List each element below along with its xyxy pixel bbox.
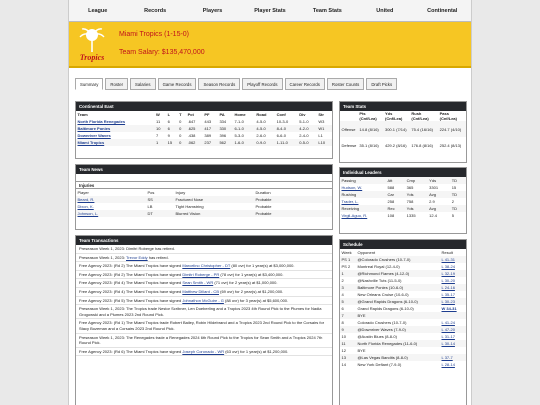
cell: 1335 [406, 213, 416, 218]
injury-row [76, 203, 332, 210]
cell: 365 [406, 185, 414, 190]
col-header: Team [77, 112, 88, 117]
cell: 7 [156, 133, 159, 138]
cell: 300.1 (7/14) [383, 121, 409, 137]
player-link[interactable]: Trevor Eddy [126, 254, 148, 260]
week: 5 [340, 298, 356, 305]
week: 14 [341, 362, 346, 367]
cell: 2-6-0 [256, 133, 266, 138]
cell: .647 [187, 119, 196, 124]
cell: 5-3-0 [234, 133, 244, 138]
schedule-row [340, 361, 466, 368]
week: 8 [341, 320, 344, 325]
result-link[interactable]: L 32-19 [440, 270, 466, 277]
team-stats-row [340, 121, 466, 137]
cell: 5 [451, 213, 454, 218]
cell: 252.4 (8/13) [439, 142, 462, 148]
week: 9 [340, 326, 356, 333]
schedule-row [340, 333, 466, 340]
col-header: Yds (Cnf/Lea) [384, 111, 403, 121]
col-header: Week [341, 250, 352, 255]
col-header: Avg [428, 191, 451, 198]
schedule-table [340, 249, 466, 368]
team-name: Miami Tropics (1-15-0) [119, 31, 190, 38]
cell: 10 [155, 125, 167, 132]
cell: Probable [255, 204, 272, 209]
col-header: Road [256, 112, 267, 117]
cell: 6-6-0 [276, 133, 286, 138]
transaction-item: Preseason Week 1, 2023: Trevor Eddy has retired. [76, 254, 332, 263]
transaction-item: Free Agency 2023: (Rd 2) The Miami Tropics have signed Dimitri Roberge - PR (78 ovr) for 1 year(s) at $3,400,000. [76, 271, 332, 280]
group-label: Receiving [340, 205, 386, 212]
opponent: New Orleans Cruise (10-6-0) [357, 292, 409, 297]
cell: 6-1-0 [233, 125, 255, 132]
schedule-row [340, 256, 466, 263]
cell: .062 [186, 139, 203, 146]
team-banner [69, 22, 472, 68]
cell: 2 [451, 199, 454, 204]
cell: LB [147, 204, 153, 209]
col-header: Avg [428, 205, 451, 212]
tab-draft-picks[interactable]: Draft Picks [366, 78, 397, 90]
row-label: Defense [341, 142, 357, 148]
cell: SS [146, 196, 174, 203]
cell: 258 [387, 199, 395, 204]
cell: 11 [156, 119, 161, 124]
col-header: Yds [405, 205, 428, 212]
transactions-panel [75, 235, 333, 405]
player-link[interactable]: Beard, R. [76, 196, 146, 203]
cell: 4-2-0 [298, 125, 317, 132]
cell: 1-11-0 [275, 139, 298, 146]
result-link[interactable]: L 41-24 [441, 320, 455, 325]
opponent: Baltimore Ponies (10-6-0) [356, 284, 440, 291]
result-link[interactable]: L 30-14 [440, 340, 466, 347]
result-link[interactable]: L 28-14 [441, 362, 455, 367]
cell: 7-1-0 [234, 119, 244, 124]
nav-records[interactable]: Records [144, 7, 167, 14]
team-salary: Team Salary: $135,470,000 [119, 49, 205, 56]
team-stats-header [340, 111, 466, 121]
schedule-row [340, 291, 466, 298]
col-header: Pts (Cnf/Lea) [359, 111, 377, 121]
team-link[interactable]: Baltimore Ponies [76, 125, 155, 132]
cell: 417 [203, 125, 218, 132]
result-link[interactable] [440, 347, 466, 354]
player-link[interactable]: Sean Smith - WR [182, 280, 214, 286]
cell: .625 [186, 125, 203, 132]
cell: L10 [317, 139, 332, 146]
schedule-row [340, 277, 466, 284]
player-link[interactable]: Marcelino Christopher - DT [182, 263, 231, 269]
transaction-item: Free Agency 2023: (Rd 5) The Miami Tropics have signed Johnathon McGuire - G (88 ovr) for 3 year(s) at $5,600,000. [76, 297, 332, 306]
group-label: Passing [340, 177, 386, 184]
opponent: North Florida Renegades (11-6-0) [356, 340, 440, 347]
col-header: Att [386, 177, 405, 184]
transactions-title: Team Transactions [76, 236, 332, 245]
team-link[interactable]: North Florida Renegades [77, 119, 126, 124]
col-header: Str [318, 112, 324, 117]
group-label: Rushing [340, 191, 386, 198]
cell: 237 [203, 139, 218, 146]
standings-table [76, 111, 332, 146]
schedule-row [340, 340, 466, 347]
schedule-row [340, 326, 466, 333]
week: 3 [340, 284, 356, 291]
result-link[interactable]: L 30-23 [440, 298, 466, 305]
cell: 224.7 (4/10) [438, 121, 466, 137]
opponent: Colorado Crushers (10-7-0) [357, 320, 407, 325]
col-header: Car [386, 191, 405, 198]
cell: 588 [387, 185, 395, 190]
cell: 2-4-0 [299, 133, 309, 138]
injuries-table [76, 189, 332, 217]
cell: DT [146, 210, 174, 217]
week: 13 [340, 354, 356, 361]
transaction-item: Preseason Week 1, 2023: The Tropics trade Nestor Scribner, Len Doeberling and a Tropics 2023 4th Round Pick to the Plumes for Nadia Grogowski and a Plumes 2023 2nd Round Pick. [76, 305, 332, 319]
schedule-panel [339, 239, 467, 405]
player-link[interactable]: Joseph Coronado - WR [182, 348, 225, 354]
cell: 0 [178, 139, 186, 146]
schedule-row [340, 305, 466, 312]
tab-roster-counts[interactable]: Roster Counts [327, 78, 364, 90]
col-header: PA [219, 112, 225, 117]
team-logo [75, 25, 109, 65]
col-header: Duration [255, 190, 271, 195]
transaction-item: Free Agency 2023: (Rd 2) The Miami Tropics have signed Marcelino Christopher - DT (80 ovr) for 1 year(s) at $3,000,000. [76, 262, 332, 271]
cell: 0 [178, 125, 186, 132]
transaction-item: Free Agency 2023: (Rd 1) The Miami Tropics trade Robert Bailey, Robin Hildebrand and a Tropics 2023 2nd Round Pick to the Corsairs for Stacy Bozeman and a Corsairs 2023 2nd Round Pick. [76, 319, 332, 333]
player-link[interactable]: Johnathon McGuire - G [182, 297, 224, 303]
col-header [340, 111, 358, 121]
leader-row [340, 212, 466, 219]
result-link[interactable] [440, 312, 466, 319]
opponent: @Downriver Waves (7-9-0) [356, 326, 440, 333]
standings-row [76, 139, 332, 146]
schedule-row [340, 298, 466, 305]
schedule-row [340, 284, 466, 291]
cell: 396 [219, 133, 227, 138]
cell: W3 [318, 119, 325, 124]
transaction-item: Free Agency 2023: (Rd 4) The Miami Tropics have signed Matthew Dillard - CB (69 ovr) for 2 year(s) at $1,200,000. [76, 288, 332, 297]
col-header: Yds [405, 191, 428, 198]
col-header: Cmp [405, 177, 428, 184]
result-link[interactable]: L 47-20 [440, 326, 466, 333]
transaction-item: Free Agency 2023: (Rd 6) The Miami Tropics have signed Joseph Coronado - WR (63 ovr) for 1 year(s) at $1,200,000. [76, 348, 332, 357]
tab-game-records[interactable]: Game Records [158, 78, 197, 90]
opponent: @Richmond Flames (4-12-0) [356, 270, 440, 277]
division-standings-panel [75, 101, 333, 159]
injuries-title: Injuries [76, 181, 332, 189]
cell: 14.8 (8/16) [358, 121, 384, 137]
leaders-panel [339, 167, 467, 234]
col-header: Pass (Cnf/Lea) [439, 111, 457, 121]
leader-group-header [340, 177, 466, 184]
nav-united[interactable]: United [376, 7, 394, 14]
division-title: Continental East [76, 102, 332, 111]
player-link[interactable]: Dimitri Roberge - PR [182, 271, 220, 277]
standings-row [76, 118, 332, 125]
standings-header [76, 111, 332, 118]
cell: 15 [166, 139, 178, 146]
cell: W1 [317, 125, 332, 132]
opponent: @Grand Rapids Dragons (6-10-0) [356, 298, 440, 305]
cell: 334 [219, 119, 227, 124]
cell: 10-3-0 [276, 119, 289, 124]
week: 7 [340, 312, 356, 319]
cell: Probable [254, 210, 332, 217]
transaction-item: Free Agency 2023: (Rd 4) The Miami Tropics have signed Sean Smith - WR (71 ovr) for 2 year(s) at $1,000,000. [76, 279, 332, 288]
transaction-item: Preseason Week 1, 2023: The Renegades trade a Renegades 2024 6th Round Pick to the Tropics for Sean Smith and a Tropics 2024 7th Round Pick. [76, 334, 332, 348]
leader-row [340, 184, 466, 191]
opponent: New York Defiant (7-9-0) [357, 362, 402, 367]
opponent: BYE [356, 312, 440, 319]
opponent: Montreal Royal (12-4-0) [357, 264, 400, 269]
week: 6 [341, 306, 344, 311]
col-header: Pos [147, 190, 155, 195]
cell: 176.8 (8/16) [411, 142, 433, 148]
row-label: Offense [340, 121, 358, 137]
col-header: PF [204, 112, 210, 117]
tab-roster[interactable]: Roster [105, 78, 128, 90]
col-header: TD [450, 191, 466, 198]
nav-team-stats[interactable]: Team Stats [312, 7, 342, 14]
col-header: L [167, 112, 171, 117]
tab-season-records[interactable]: Season Records [198, 78, 240, 90]
team-news-title: Team News [76, 165, 332, 174]
cell: 9 [167, 133, 170, 138]
logo-wordmark: Tropics [79, 53, 105, 62]
col-header: Player [77, 190, 89, 195]
tab-summary[interactable]: Summary [75, 78, 103, 90]
cell: 2.9 [429, 199, 435, 204]
cell: 3301 [429, 185, 439, 190]
schedule-row [340, 263, 466, 270]
schedule-title: Schedule [340, 240, 466, 249]
cell: 8-4-0 [275, 125, 298, 132]
cell: 15 [451, 185, 457, 190]
team-news-panel [75, 164, 333, 230]
week: PS 1 [340, 256, 356, 263]
leader-row [340, 198, 466, 205]
col-header: Home [234, 112, 246, 117]
week: 11 [340, 340, 356, 347]
cell: 1-6-0 [233, 139, 255, 146]
col-header: Div [299, 112, 306, 117]
result-link[interactable]: L 24-16 [440, 284, 466, 291]
week: 12 [341, 348, 346, 353]
leader-group-header [340, 191, 466, 198]
schedule-row [340, 319, 466, 326]
schedule-row [340, 354, 466, 361]
cell: 389 [204, 133, 212, 138]
nav-league[interactable]: League [88, 7, 108, 14]
cell: Blurred Vision [174, 210, 254, 217]
injury-row [76, 210, 332, 217]
cell: 75.4 (16/16) [410, 121, 438, 137]
week: 1 [340, 270, 356, 277]
cell: L1 [318, 133, 323, 138]
standings-row [76, 132, 332, 139]
team-tabs [75, 78, 397, 90]
cell: 443 [204, 119, 212, 124]
nav-continental[interactable]: Continental [427, 7, 458, 14]
cell: 35.1 (8/16) [359, 142, 379, 148]
team-stats-row [340, 137, 466, 153]
player-link[interactable]: Hudson, W. [341, 185, 363, 190]
result-link[interactable]: L 41-31 [440, 256, 466, 263]
cell: 4-5-0 [256, 119, 266, 124]
player-link[interactable]: Dixon, K. [77, 204, 94, 209]
col-header: Opponent [357, 250, 376, 255]
cell: 0-9-0 [255, 139, 275, 146]
leader-group-header [340, 205, 466, 212]
tab-career-records[interactable]: Career Records [285, 78, 325, 90]
col-header: Rec [386, 205, 405, 212]
cell: 6 [166, 125, 178, 132]
injury-row [76, 196, 332, 203]
cell: 1 [155, 139, 167, 146]
week: 4 [341, 292, 344, 297]
week: 2 [341, 278, 344, 283]
nav-player-stats[interactable]: Player Stats [254, 7, 286, 14]
opponent: @Las Vegas Bandits (8-8-0) [356, 354, 440, 361]
col-header: TD [450, 177, 466, 184]
col-header: Pct [187, 112, 194, 117]
col-header: Yds [428, 177, 451, 184]
standings-row [76, 125, 332, 132]
schedule-header [340, 249, 466, 256]
opponent: BYE [357, 348, 366, 353]
week: 10 [341, 334, 346, 339]
cell: 6 [167, 119, 170, 124]
col-header: TD [450, 205, 466, 212]
cell: 12.4 [429, 213, 437, 218]
result-link[interactable]: W 34-31 [441, 306, 457, 311]
team-link[interactable]: Downriver Waves [77, 133, 111, 138]
cell: 5-1-0 [299, 119, 309, 124]
player-link[interactable]: Virgil-Aguo, R. [341, 213, 368, 218]
opponent: @Nashville Tuts (11-5-0) [357, 278, 402, 283]
leaders-table [340, 177, 466, 219]
cell: Probable [254, 196, 332, 203]
cell: 330 [218, 125, 233, 132]
col-header: Result [441, 250, 453, 255]
opponent: Grand Rapids Dragons (6-10-0) [357, 306, 414, 311]
cell: Fractured Nose [174, 196, 254, 203]
col-header: W [156, 112, 160, 117]
result-link[interactable]: L 31-17 [441, 334, 455, 339]
result-link[interactable]: L 38-24 [441, 264, 455, 269]
schedule-row [340, 312, 466, 319]
nav-players[interactable]: Players [202, 7, 223, 14]
team-stats-title: Team Stats [340, 102, 466, 111]
col-header: Injury [175, 190, 186, 195]
player-link[interactable]: Matthew Dillard - CB [182, 288, 219, 294]
leaders-title: Individual Leaders [340, 168, 466, 177]
cell: 562 [218, 139, 233, 146]
schedule-row [340, 347, 466, 354]
result-link[interactable]: L 37-7 [440, 354, 466, 361]
cell: 4-5-0 [255, 125, 275, 132]
schedule-row [340, 270, 466, 277]
tab-playoff-records[interactable]: Playoff Records [242, 78, 282, 90]
team-stats-table [340, 111, 466, 153]
week: PS 2 [341, 264, 351, 269]
opponent: @Colorado Crushers (10-7-0) [356, 256, 440, 263]
col-header: Conf [276, 112, 286, 117]
opponent: @Austin Blues (8-8-0) [357, 334, 397, 339]
transaction-item: Preseason Week 1, 2023: Dimitri Roberge has retired. [76, 245, 332, 254]
player-link[interactable]: Johnson, L. [76, 210, 146, 217]
player-link[interactable]: Trader, L. [341, 199, 359, 204]
cell: 0 [179, 119, 182, 124]
tab-salaries[interactable]: Salaries [130, 78, 156, 90]
team-link[interactable]: Miami Tropics [76, 139, 155, 146]
injuries-header [76, 189, 332, 196]
cell: 429.2 (8/16) [384, 142, 407, 148]
cell: .438 [187, 133, 196, 138]
top-nav [69, 0, 471, 22]
team-stats-panel [339, 101, 467, 163]
cell: 108 [387, 213, 395, 218]
cell: 0 [179, 133, 182, 138]
page [68, 0, 472, 405]
result-link[interactable]: L 35-17 [441, 292, 455, 297]
result-link[interactable]: L 30-20 [441, 278, 455, 283]
col-header: T [179, 112, 182, 117]
cell: 758 [406, 199, 414, 204]
col-header: Rush (Cnf/Lea) [411, 111, 429, 121]
cell: Tight Hamstring [175, 204, 204, 209]
cell: 0-5-0 [298, 139, 317, 146]
